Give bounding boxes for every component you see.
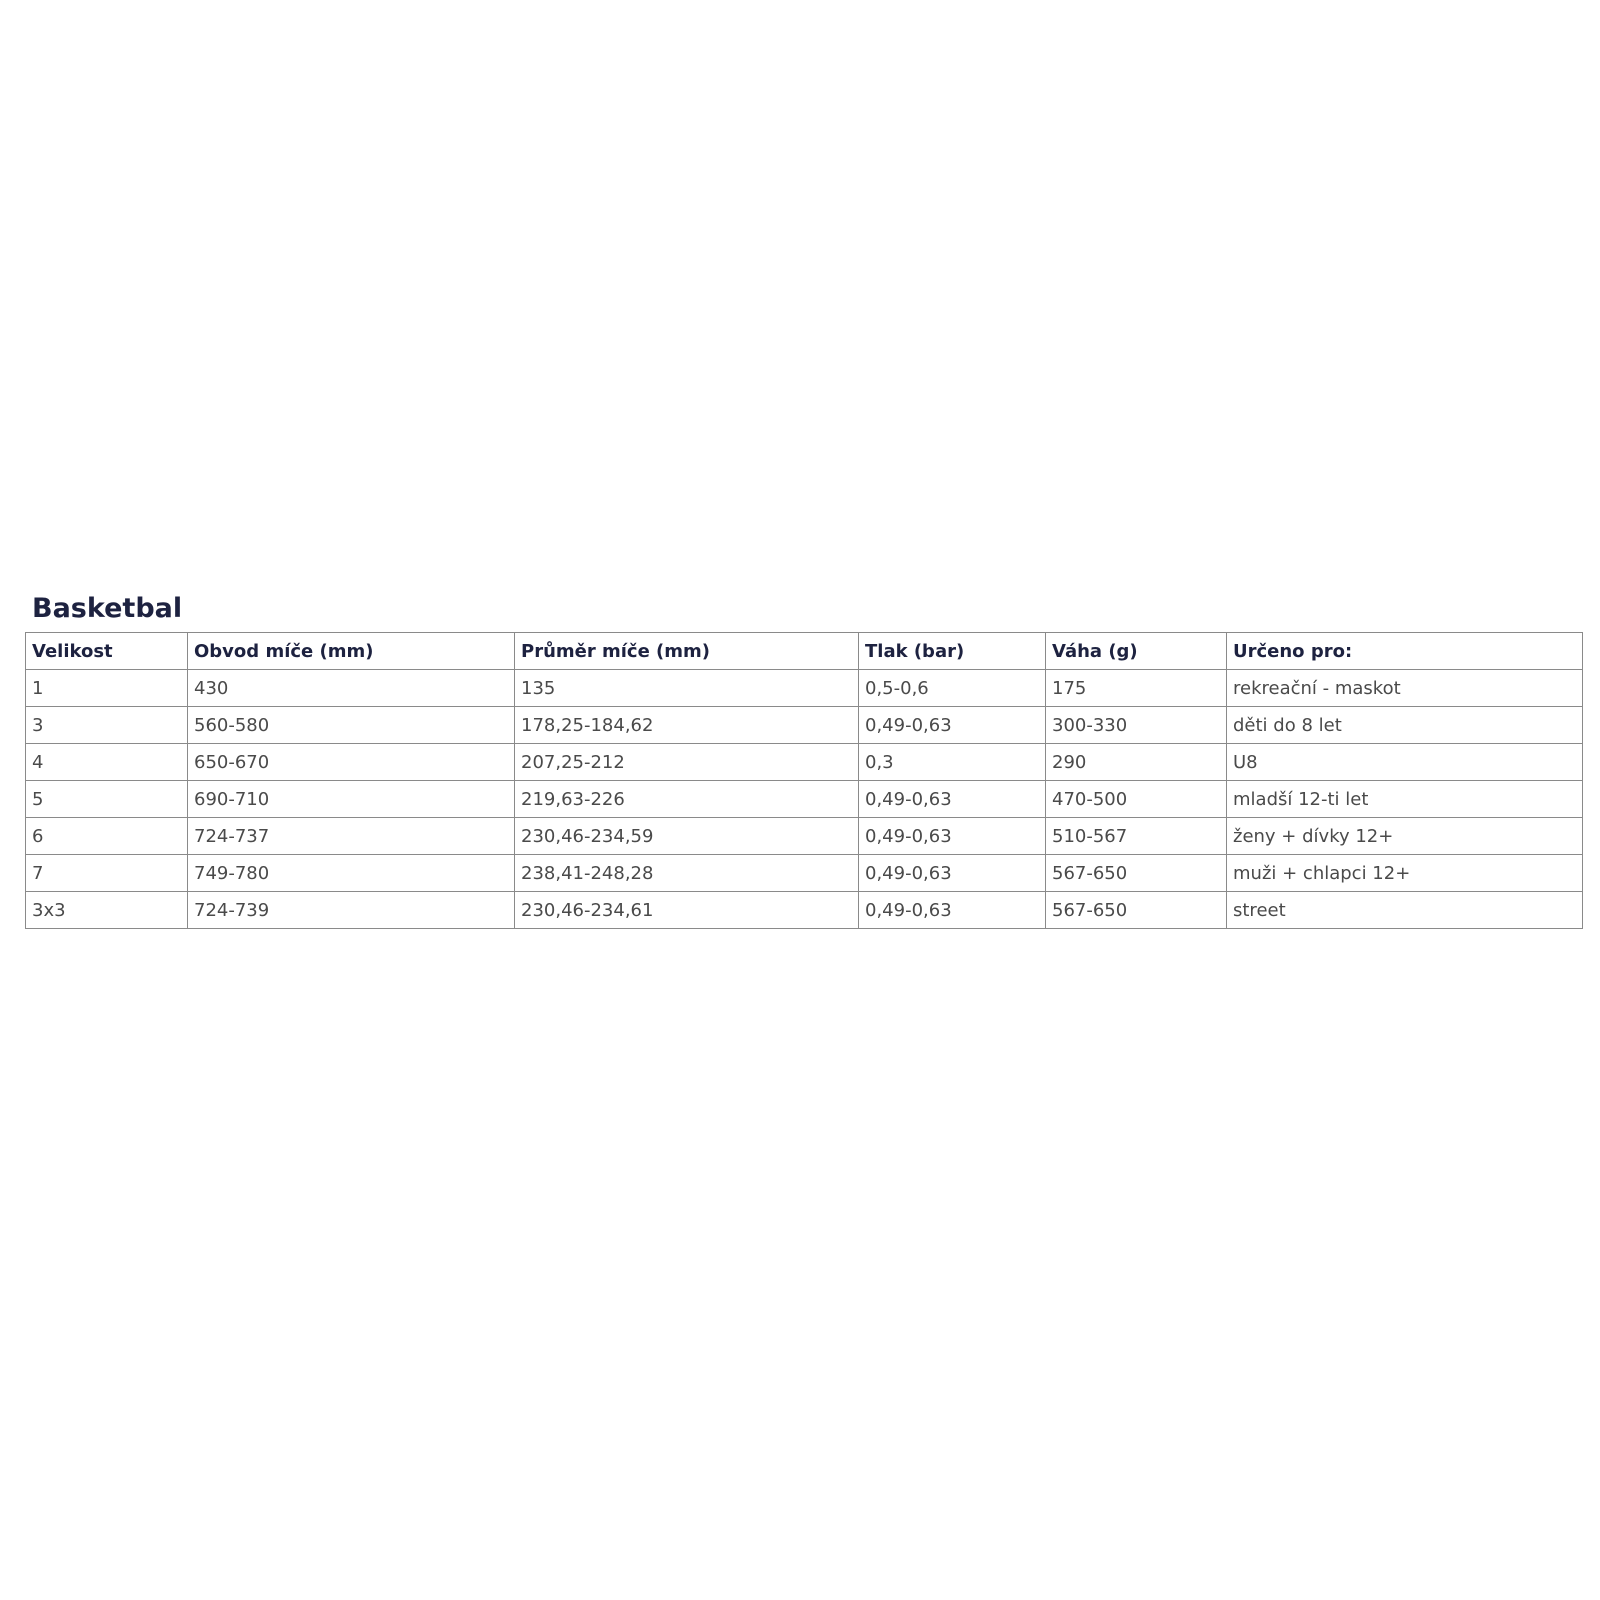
cell-weight: 290: [1046, 744, 1227, 781]
cell-weight: 300-330: [1046, 707, 1227, 744]
cell-pressure: 0,49-0,63: [859, 781, 1046, 818]
basketball-size-section: [25, 592, 1582, 929]
table-row: [26, 707, 1583, 744]
ball-size-table: [25, 632, 1583, 929]
cell-intended-for: U8: [1227, 744, 1583, 781]
header-size: Velikost: [26, 633, 188, 670]
cell-pressure: 0,49-0,63: [859, 818, 1046, 855]
table-row: [26, 744, 1583, 781]
cell-circumference: 724-739: [188, 892, 515, 929]
cell-diameter: 219,63-226: [515, 781, 859, 818]
table-header-row: [26, 633, 1583, 670]
cell-diameter: 230,46-234,61: [515, 892, 859, 929]
cell-intended-for: ženy + dívky 12+: [1227, 818, 1583, 855]
cell-size: 5: [26, 781, 188, 818]
cell-pressure: 0,49-0,63: [859, 855, 1046, 892]
section-title: Basketbal: [32, 593, 183, 624]
table-row: [26, 670, 1583, 707]
cell-size: 1: [26, 670, 188, 707]
cell-diameter: 207,25-212: [515, 744, 859, 781]
cell-pressure: 0,49-0,63: [859, 892, 1046, 929]
cell-intended-for: muži + chlapci 12+: [1227, 855, 1583, 892]
table-row: [26, 855, 1583, 892]
cell-circumference: 560-580: [188, 707, 515, 744]
cell-intended-for: mladší 12-ti let: [1227, 781, 1583, 818]
cell-intended-for: rekreační - maskot: [1227, 670, 1583, 707]
cell-diameter: 238,41-248,28: [515, 855, 859, 892]
cell-size: 3: [26, 707, 188, 744]
cell-circumference: 749-780: [188, 855, 515, 892]
cell-circumference: 724-737: [188, 818, 515, 855]
cell-size: 6: [26, 818, 188, 855]
header-weight: Váha (g): [1046, 633, 1227, 670]
cell-circumference: 690-710: [188, 781, 515, 818]
cell-pressure: 0,3: [859, 744, 1046, 781]
cell-pressure: 0,5-0,6: [859, 670, 1046, 707]
table-row: [26, 818, 1583, 855]
cell-circumference: 430: [188, 670, 515, 707]
cell-weight: 510-567: [1046, 818, 1227, 855]
cell-circumference: 650-670: [188, 744, 515, 781]
table-row: [26, 781, 1583, 818]
cell-weight: 470-500: [1046, 781, 1227, 818]
header-diameter: Průměr míče (mm): [515, 633, 859, 670]
header-intended-for: Určeno pro:: [1227, 633, 1583, 670]
cell-diameter: 178,25-184,62: [515, 707, 859, 744]
cell-diameter: 135: [515, 670, 859, 707]
cell-size: 7: [26, 855, 188, 892]
cell-intended-for: děti do 8 let: [1227, 707, 1583, 744]
cell-diameter: 230,46-234,59: [515, 818, 859, 855]
cell-size: 3x3: [26, 892, 188, 929]
cell-intended-for: street: [1227, 892, 1583, 929]
cell-weight: 175: [1046, 670, 1227, 707]
table-row: [26, 892, 1583, 929]
header-circumference: Obvod míče (mm): [188, 633, 515, 670]
cell-size: 4: [26, 744, 188, 781]
cell-pressure: 0,49-0,63: [859, 707, 1046, 744]
header-pressure: Tlak (bar): [859, 633, 1046, 670]
cell-weight: 567-650: [1046, 855, 1227, 892]
cell-weight: 567-650: [1046, 892, 1227, 929]
